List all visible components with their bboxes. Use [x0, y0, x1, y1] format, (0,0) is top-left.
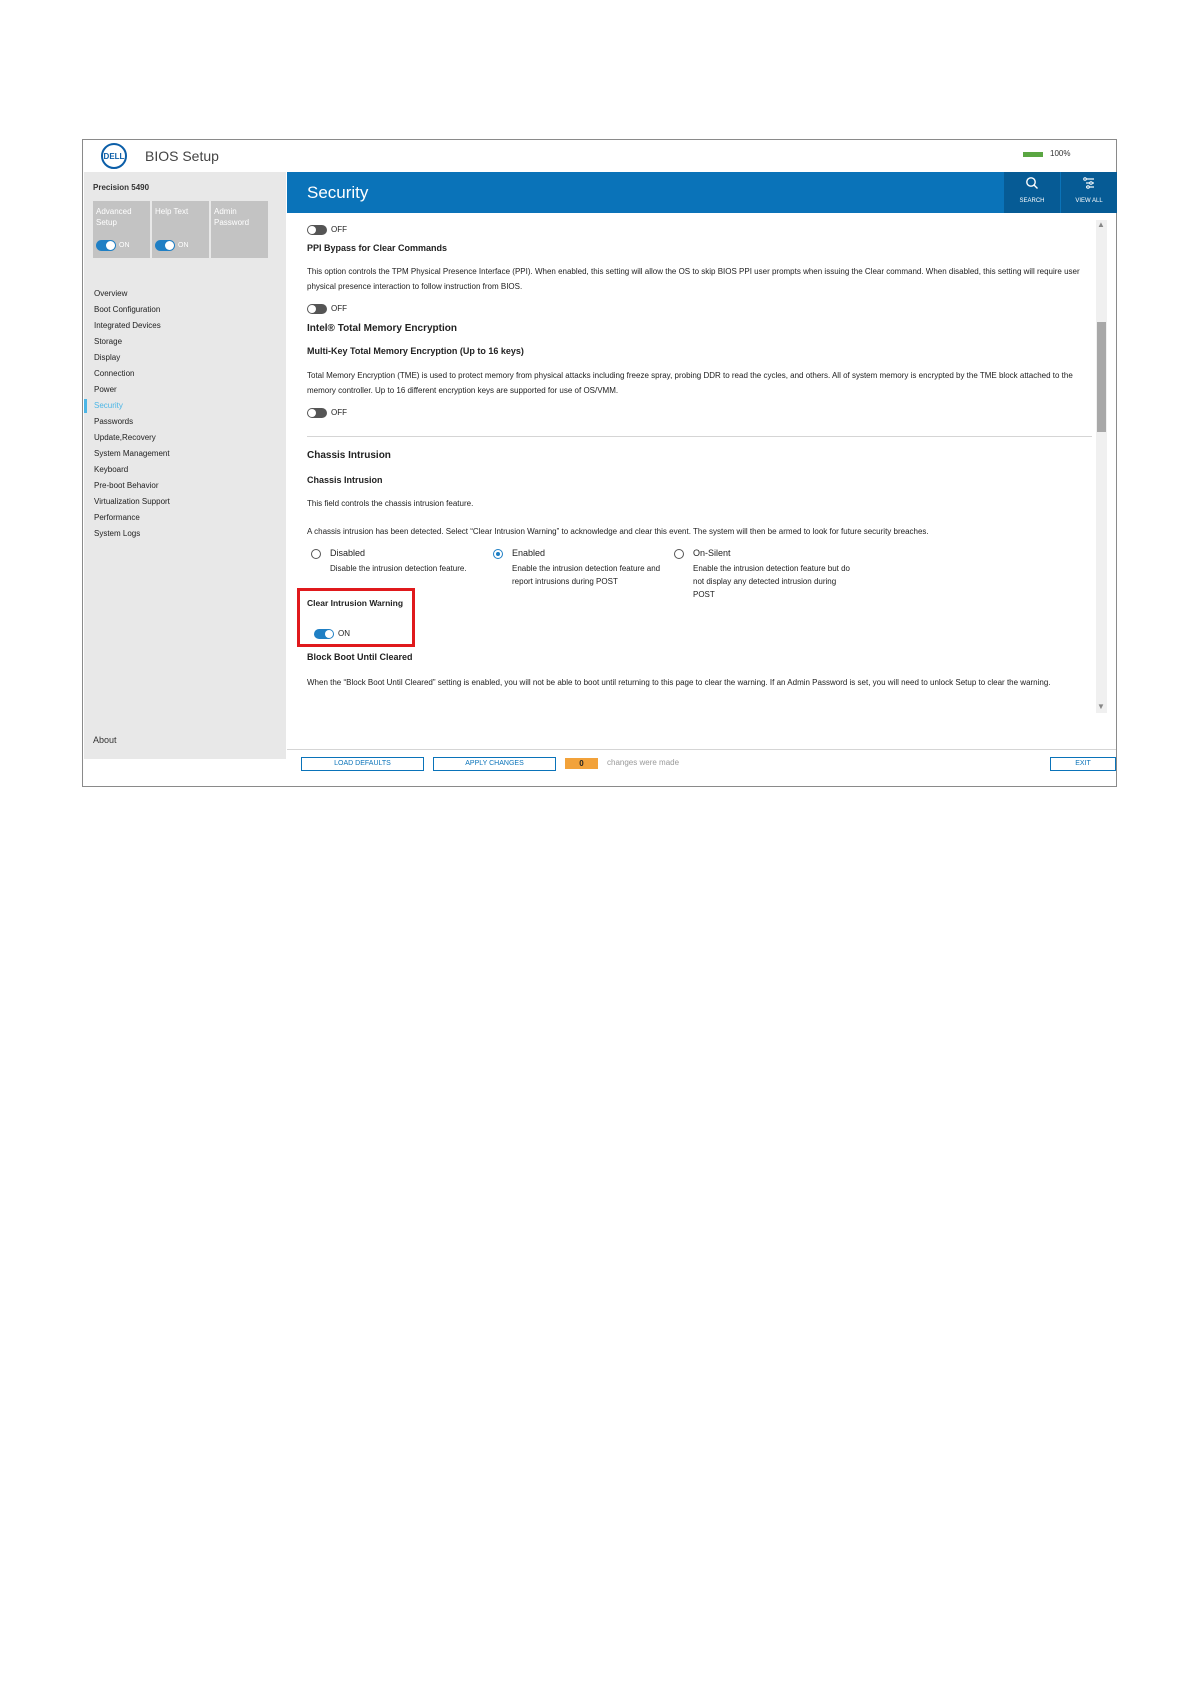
ppi-bypass-toggle[interactable] — [307, 304, 327, 314]
ppi-bypass-title: PPI Bypass for Clear Commands — [307, 243, 448, 253]
scroll-up-icon[interactable]: ▲ — [1097, 220, 1105, 229]
footer-bar — [287, 749, 1116, 777]
sidebar-item-integrated-devices[interactable]: Integrated Devices — [94, 321, 161, 330]
list-settings-icon — [1061, 176, 1117, 193]
clear-intrusion-title: Clear Intrusion Warning — [307, 598, 404, 608]
option-description: Enable the intrusion detection feature and report intrusions during POST — [512, 564, 661, 586]
sidebar-item-update-recovery[interactable]: Update,Recovery — [94, 433, 156, 442]
sidebar-item-display[interactable]: Display — [94, 353, 121, 362]
model-name: Precision 5490 — [93, 183, 150, 192]
sidebar-item-performance[interactable]: Performance — [94, 513, 140, 522]
sidebar — [84, 172, 286, 759]
option-label: Enabled — [512, 548, 546, 558]
ppi-bypass-description: This option controls the TPM Physical Presence Interface (PPI). When enabled, this setting will allow the OS to skip BIOS PPI user prompts when issuing the Clear command. When disabled, this setting will require user physical presence interaction to follow instruction from BIOS. — [307, 267, 1080, 291]
sidebar-item-keyboard[interactable]: Keyboard — [94, 465, 129, 474]
radio-button[interactable] — [674, 549, 684, 559]
settings-panel — [287, 213, 1105, 749]
changes-count-badge: 0 — [565, 758, 598, 769]
page-title: Security — [307, 183, 369, 202]
apply-changes-button[interactable]: APPLY CHANGES — [433, 757, 556, 771]
scrollbar[interactable] — [1096, 220, 1107, 713]
sidebar-item-pre-boot-behavior[interactable]: Pre-boot Behavior — [94, 481, 159, 490]
tme-setting-title: Multi-Key Total Memory Encryption (Up to 16 keys) — [307, 346, 524, 356]
exit-button[interactable]: EXIT — [1050, 757, 1116, 771]
footer-divider — [287, 749, 1116, 750]
advanced-setup-tile[interactable] — [93, 201, 150, 258]
view-all-label: VIEW ALL — [1075, 198, 1103, 204]
toggle-state: ON — [338, 629, 350, 639]
app-title: BIOS Setup — [145, 148, 219, 164]
nav-menu — [84, 286, 286, 542]
battery-level: 100% — [1050, 149, 1071, 158]
search-label: SEARCH — [1019, 198, 1045, 204]
chassis-alert-text: A chassis intrusion has been detected. Select “Clear Intrusion Warning” to acknowledge and clear this event. The system will then be armed to look for future security breaches. — [307, 527, 929, 536]
option-label: On-Silent — [693, 548, 731, 558]
clear-intrusion-toggle[interactable] — [314, 629, 334, 639]
view-all-button[interactable] — [1061, 172, 1117, 213]
option-description: Enable the intrusion detection feature but do not display any detected intrusion during POST — [693, 564, 850, 599]
search-button[interactable] — [1004, 172, 1060, 213]
title-bar — [83, 140, 1116, 172]
tile-label: Admin Password — [214, 207, 250, 227]
block-boot-title: Block Boot Until Cleared — [307, 652, 413, 662]
previous-setting-toggle[interactable] — [307, 225, 327, 235]
sidebar-item-system-management[interactable]: System Management — [94, 449, 170, 458]
sidebar-item-about[interactable]: About — [93, 735, 117, 745]
sidebar-item-system-logs[interactable]: System Logs — [94, 529, 141, 538]
tme-section-title: Intel® Total Memory Encryption — [307, 323, 457, 334]
sidebar-item-connection[interactable]: Connection — [94, 369, 135, 378]
toggle-state: ON — [178, 242, 189, 250]
tile-label: Advanced Setup — [96, 207, 132, 227]
sidebar-item-virtualization-support[interactable]: Virtualization Support — [94, 497, 170, 506]
help-text-tile[interactable] — [152, 201, 209, 258]
tile-label: Help Text — [155, 207, 189, 216]
scroll-down-icon[interactable]: ▼ — [1097, 702, 1105, 711]
toggle-state: OFF — [331, 304, 347, 314]
sidebar-item-overview[interactable]: Overview — [94, 289, 128, 298]
toggle-state: OFF — [331, 408, 347, 418]
sidebar-item-security[interactable]: Security — [84, 398, 286, 414]
chassis-section-title: Chassis Intrusion — [307, 450, 391, 461]
section-divider — [307, 436, 1092, 437]
search-icon — [1004, 176, 1060, 193]
load-defaults-button[interactable]: LOAD DEFAULTS — [301, 757, 424, 771]
battery-icon — [1023, 152, 1043, 157]
radio-button[interactable] — [493, 549, 503, 559]
sidebar-item-boot-configuration[interactable]: Boot Configuration — [94, 305, 161, 314]
chassis-description: This field controls the chassis intrusion feature. — [307, 499, 474, 508]
section-header — [287, 172, 1116, 213]
toggle-state: ON — [119, 242, 130, 250]
tme-toggle[interactable] — [307, 408, 327, 418]
block-boot-description: When the “Block Boot Until Cleared” setting is enabled, you will not be able to boot until returning to this page to clear the warning. If an Admin Password is set, you will need to unlock Setup to clear the warning. — [307, 678, 1051, 687]
option-label: Disabled — [330, 548, 366, 558]
bios-window — [82, 139, 1117, 787]
admin-password-tile[interactable] — [211, 201, 268, 258]
changes-status-text: changes were made — [607, 758, 680, 767]
sidebar-item-passwords[interactable]: Passwords — [94, 417, 134, 426]
dell-logo: DELL — [101, 143, 127, 169]
sidebar-item-power[interactable]: Power — [94, 385, 117, 394]
advanced-setup-toggle[interactable] — [96, 240, 116, 251]
help-text-toggle[interactable] — [155, 240, 175, 251]
toggle-state: OFF — [331, 225, 347, 235]
option-description: Disable the intrusion detection feature. — [330, 564, 467, 573]
radio-button[interactable] — [311, 549, 321, 559]
tme-description: Total Memory Encryption (TME) is used to protect memory from physical attacks including freeze spray, probing DDR to read the cycles, and others. All of system memory is encrypted by the TME block attached to the memory controller. Up to 16 different encryption keys are supported for use of OS/VMM. — [307, 371, 1073, 395]
scroll-thumb[interactable] — [1097, 322, 1106, 432]
chassis-setting-title: Chassis Intrusion — [307, 475, 383, 485]
sidebar-item-storage[interactable]: Storage — [94, 337, 123, 346]
